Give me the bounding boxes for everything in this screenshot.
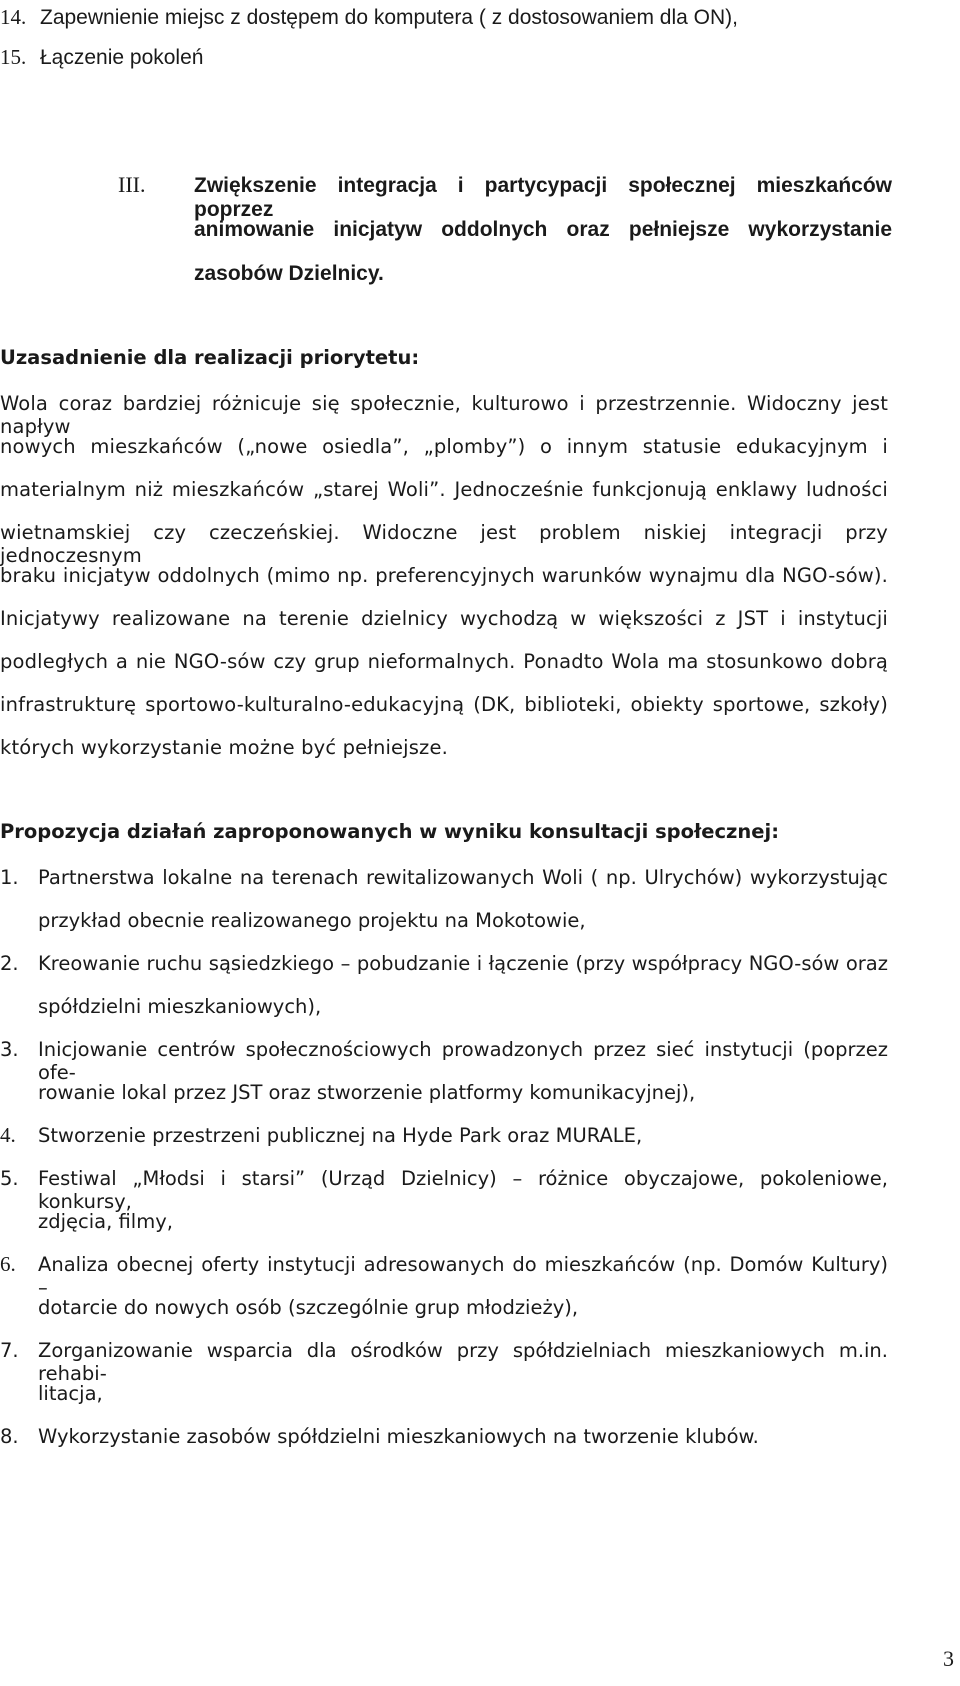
page-number: 3 — [943, 1646, 954, 1671]
list-text: Kreowanie ruchu sąsiedzkiego – pobudzanie i łączenie (przy współpracy NGO-sów oraz — [38, 952, 888, 975]
list-number: 2. — [0, 952, 19, 975]
section-title-line: zasobów Dzielnicy. — [194, 262, 384, 285]
list-text: Festiwal „Młodsi i starsi” (Urząd Dzielnicy) – różnice obyczajowe, pokoleniowe, konkursy, — [38, 1167, 888, 1213]
list-number: 1. — [0, 866, 19, 889]
list-text: Zapewnienie miejsc z dostępem do komputera ( z dostosowaniem dla ON), — [40, 6, 738, 29]
list-item — [0, 44, 203, 71]
section-number: III. — [118, 172, 146, 197]
paragraph-line: nowych mieszkańców („nowe osiedla”, „plomby”) o innym statusie edukacyjnym i — [0, 435, 888, 458]
paragraph-line: podległych a nie NGO-sów czy grup nieformalnych. Ponadto Wola ma stosunkowo dobrą — [0, 650, 888, 673]
list-text: Zorganizowanie wsparcia dla ośrodków przy spółdzielniach mieszkaniowych m.in. rehabi- — [38, 1339, 888, 1385]
list-text: Łączenie pokoleń — [40, 46, 204, 69]
paragraph-line: infrastrukturę sportowo-kulturalno-edukacyjną (DK, biblioteki, obiekty sportowe, szkoły) — [0, 693, 888, 716]
paragraph-line: Wola coraz bardziej różnicuje się społecznie, kulturowo i przestrzennie. Widoczny jest napływ — [0, 392, 888, 438]
list-number: 8. — [0, 1425, 19, 1448]
rationale-heading: Uzasadnienie dla realizacji priorytetu: — [0, 346, 420, 369]
list-text: rowanie lokal przez JST oraz stworzenie platformy komunikacyjnej), — [38, 1081, 696, 1104]
proposals-heading: Propozycja działań zaproponowanych w wyniku konsultacji społecznej: — [0, 820, 779, 843]
list-item — [0, 4, 738, 31]
section-title-line: Zwiększenie integracja i partycypacji społecznej mieszkańców poprzez — [194, 174, 892, 221]
list-text: litacja, — [38, 1382, 103, 1405]
paragraph-line: Inicjatywy realizowane na terenie dzielnicy wychodzą w większości z JST i instytucji — [0, 607, 888, 630]
list-number: 6. — [0, 1252, 16, 1276]
list-text: spółdzielni mieszkaniowych), — [38, 995, 322, 1018]
list-text: Stworzenie przestrzeni publicznej na Hyde Park oraz MURALE, — [38, 1124, 643, 1147]
list-text: Analiza obecnej oferty instytucji adresowanych do mieszkańców (np. Domów Kultury) – — [38, 1253, 888, 1299]
paragraph-line: wietnamskiej czy czeczeńskiej. Widoczne jest problem niskiej integracji przy jednoczesnym — [0, 521, 888, 567]
list-number: 7. — [0, 1339, 19, 1362]
list-number: 14. — [0, 5, 27, 29]
section-title-line: animowanie inicjatyw oddolnych oraz pełniejsze wykorzystanie — [194, 218, 892, 241]
list-number: 5. — [0, 1167, 19, 1190]
list-text: przykład obecnie realizowanego projektu na Mokotowie, — [38, 909, 586, 932]
list-text: dotarcie do nowych osób (szczególnie grup młodzieży), — [38, 1296, 579, 1319]
list-number: 3. — [0, 1038, 19, 1061]
paragraph-line: braku inicjatyw oddolnych (mimo np. preferencyjnych warunków wynajmu dla NGO-sów). — [0, 564, 888, 587]
list-text: Wykorzystanie zasobów spółdzielni mieszkaniowych na tworzenie klubów. — [38, 1425, 759, 1448]
list-text: Inicjowanie centrów społecznościowych prowadzonych przez sieć instytucji (poprzez ofe- — [38, 1038, 888, 1084]
list-number: 15. — [0, 45, 27, 69]
list-text: Partnerstwa lokalne na terenach rewitalizowanych Woli ( np. Ulrychów) wykorzystując — [38, 866, 888, 889]
paragraph-line: materialnym niż mieszkańców „starej Woli”. Jednocześnie funkcjonują enklawy ludności — [0, 478, 888, 501]
list-text: zdjęcia, filmy, — [38, 1210, 173, 1233]
list-number: 4. — [0, 1123, 16, 1147]
paragraph-line: których wykorzystanie możne być pełniejsze. — [0, 736, 448, 759]
